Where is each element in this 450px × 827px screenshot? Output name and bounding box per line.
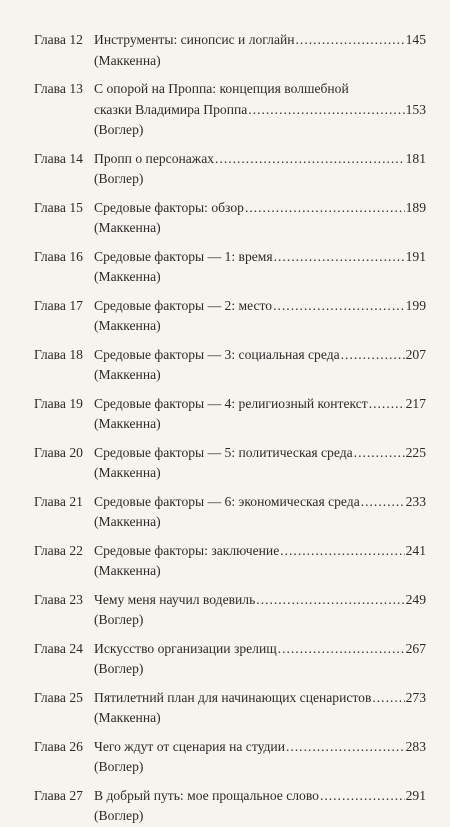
toc-entry xyxy=(34,247,426,288)
chapter-title-row xyxy=(94,786,426,807)
dot-leader xyxy=(286,737,405,758)
chapter-title: Средовые факторы — 6: экономическая среда xyxy=(94,493,360,509)
dot-leader xyxy=(215,149,405,170)
page-number: 233 xyxy=(405,493,426,509)
toc-entry xyxy=(34,198,426,239)
entry-body xyxy=(94,345,426,386)
chapter-title: Чему меня научил водевиль xyxy=(94,591,256,607)
chapter-title-row xyxy=(94,590,426,611)
toc-entry xyxy=(34,30,426,71)
entry-body xyxy=(94,198,426,239)
chapter-author: (Маккенна) xyxy=(94,710,161,725)
chapter-number: Глава 13 xyxy=(34,81,83,96)
chapter-title: сказки Владимира Проппа xyxy=(94,101,248,117)
chapter-author: (Маккенна) xyxy=(94,465,161,480)
chapter-title-row xyxy=(94,100,426,121)
chapter-title: Инструменты: синопсис и логлайн xyxy=(94,32,295,47)
chapter-author: (Воглер) xyxy=(94,122,144,137)
chapter-title-line: С опорой на Проппа: концепция волшебной xyxy=(94,81,349,96)
chapter-title: Средовые факторы — 4: религиозный контекст xyxy=(94,395,368,411)
entry-body xyxy=(94,639,426,680)
chapter-number: Глава 21 xyxy=(34,493,83,509)
chapter-title: Средовые факторы — 2: место xyxy=(94,297,273,313)
dot-leader xyxy=(354,443,405,464)
page-number: 283 xyxy=(405,738,426,754)
dot-leader xyxy=(372,688,404,709)
chapter-author: (Маккенна) xyxy=(94,367,161,382)
chapter-title-row xyxy=(94,345,426,366)
chapter-title-row xyxy=(94,30,426,51)
chapter-author: (Маккенна) xyxy=(94,563,161,578)
page-number: 189 xyxy=(405,199,426,215)
chapter-author: (Маккенна) xyxy=(94,52,161,68)
toc-entry xyxy=(34,688,426,729)
toc-entry xyxy=(34,443,426,484)
chapter-number: Глава 17 xyxy=(34,297,83,313)
chapter-title: Средовые факторы: обзор xyxy=(94,199,244,215)
toc-entry xyxy=(34,590,426,631)
chapter-number: Глава 16 xyxy=(34,248,83,264)
dot-leader xyxy=(361,492,405,513)
chapter-number: Глава 27 xyxy=(34,787,83,803)
chapter-title: Чего ждут от сценария на студии xyxy=(94,738,285,754)
page-number: 181 xyxy=(405,150,426,166)
chapter-title: Пропп о персонажах xyxy=(94,150,215,166)
toc-entry xyxy=(34,492,426,533)
page-number: 267 xyxy=(405,640,426,656)
chapter-title: Средовые факторы: заключение xyxy=(94,542,280,558)
dot-leader xyxy=(256,590,404,611)
entry-body xyxy=(94,149,426,190)
toc-entry xyxy=(34,149,426,190)
page-number: 207 xyxy=(405,346,426,362)
entry-body xyxy=(94,786,426,827)
chapter-title-row xyxy=(94,541,426,562)
chapter-author: (Воглер) xyxy=(94,808,144,823)
chapter-number: Глава 26 xyxy=(34,738,83,754)
dot-leader xyxy=(273,296,405,317)
chapter-title-row xyxy=(94,639,426,660)
entry-body xyxy=(94,79,426,141)
toc-entry xyxy=(34,541,426,582)
chapter-title: В добрый путь: мое прощальное слово xyxy=(94,787,319,803)
page-number: 249 xyxy=(405,591,426,607)
toc-entry xyxy=(34,737,426,778)
page-number: 145 xyxy=(405,32,426,47)
entry-body xyxy=(94,541,426,582)
dot-leader xyxy=(248,100,404,121)
chapter-title: Средовые факторы — 3: социальная среда xyxy=(94,346,340,362)
page-number: 191 xyxy=(405,248,426,264)
entry-body xyxy=(94,492,426,533)
chapter-title-row xyxy=(94,492,426,513)
chapter-title: Средовые факторы — 1: время xyxy=(94,248,273,264)
chapter-title-row xyxy=(94,198,426,219)
chapter-number: Глава 14 xyxy=(34,150,83,166)
chapter-number: Глава 15 xyxy=(34,199,83,215)
chapter-number: Глава 20 xyxy=(34,444,83,460)
page-number: 225 xyxy=(405,444,426,460)
page-number: 217 xyxy=(405,395,426,411)
chapter-author: (Маккенна) xyxy=(94,269,161,284)
dot-leader xyxy=(245,198,405,219)
chapter-title: Средовые факторы — 5: политическая среда xyxy=(94,444,353,460)
toc-entry xyxy=(34,296,426,337)
page-number: 199 xyxy=(405,297,426,313)
chapter-title-row xyxy=(94,688,426,709)
dot-leader xyxy=(296,30,405,51)
chapter-author: (Воглер) xyxy=(94,171,144,186)
chapter-number: Глава 23 xyxy=(34,591,83,607)
entry-body xyxy=(94,443,426,484)
toc-entry xyxy=(34,394,426,435)
entry-body xyxy=(94,590,426,631)
chapter-title-row xyxy=(94,149,426,170)
chapter-number: Глава 25 xyxy=(34,689,83,705)
chapter-title: Пятилетний план для начинающих сценаристов xyxy=(94,689,372,705)
entry-body xyxy=(94,296,426,337)
chapter-author: (Маккенна) xyxy=(94,220,161,235)
dot-leader xyxy=(320,786,405,807)
chapter-number: Глава 19 xyxy=(34,395,83,411)
entry-body xyxy=(94,688,426,729)
toc-entry xyxy=(34,345,426,386)
chapter-author: (Воглер) xyxy=(94,661,144,676)
dot-leader xyxy=(278,639,405,660)
chapter-title-row xyxy=(94,296,426,317)
page-number: 241 xyxy=(405,542,426,558)
dot-leader xyxy=(280,541,404,562)
entry-body xyxy=(94,247,426,288)
dot-leader xyxy=(341,345,405,366)
page-number: 273 xyxy=(405,689,426,705)
chapter-title: Искусство организации зрелищ xyxy=(94,640,277,656)
chapter-number: Глава 18 xyxy=(34,346,83,362)
toc-entry xyxy=(34,639,426,680)
chapter-author: (Маккенна) xyxy=(94,514,161,529)
toc-entry xyxy=(34,79,426,141)
chapter-title-row xyxy=(94,737,426,758)
entry-body xyxy=(94,394,426,435)
chapter-author: (Маккенна) xyxy=(94,318,161,333)
chapter-title-row xyxy=(94,247,426,268)
chapter-title-row xyxy=(94,443,426,464)
entry-body xyxy=(94,737,426,778)
chapter-number: Глава 24 xyxy=(34,640,83,656)
page-number: 291 xyxy=(405,787,426,803)
chapter-author: (Воглер) xyxy=(94,612,144,627)
chapter-author: (Маккенна) xyxy=(94,416,161,431)
entry-body xyxy=(94,30,426,71)
dot-leader xyxy=(369,394,405,415)
chapter-title-row xyxy=(94,394,426,415)
dot-leader xyxy=(274,247,405,268)
toc-entry xyxy=(34,786,426,827)
page-number: 153 xyxy=(405,101,426,117)
chapter-number: Глава 12 xyxy=(34,32,83,47)
chapter-number: Глава 22 xyxy=(34,542,83,558)
chapter-author: (Воглер) xyxy=(94,759,144,774)
